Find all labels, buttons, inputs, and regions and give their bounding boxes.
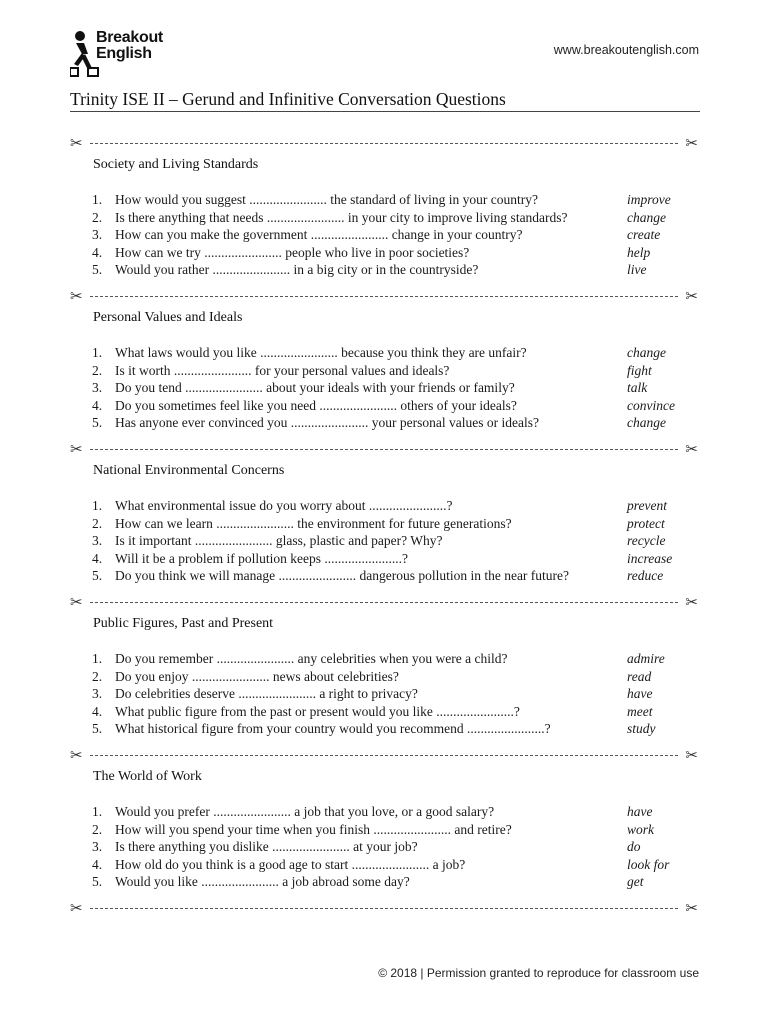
question-row	[92, 838, 702, 855]
question-number: 4.	[92, 397, 103, 413]
question-row	[92, 226, 702, 243]
question-number: 2.	[92, 209, 103, 225]
question-section	[0, 769, 768, 909]
question-row	[92, 397, 702, 414]
question-number: 4.	[92, 244, 103, 260]
verb-prompt: reduce	[627, 568, 664, 583]
question-number: 1.	[92, 345, 103, 360]
question-text: What laws would you like ....................... because you think they are unfair?	[115, 345, 527, 360]
question-number: 1.	[92, 192, 103, 207]
question-text: How would you suggest ....................... the standard of living in your country?	[115, 192, 538, 207]
question-row	[92, 209, 702, 226]
question-text: Do you tend ....................... about your ideals with your friends or family?	[115, 380, 515, 395]
question-row	[92, 685, 702, 702]
question-text: Would you like ....................... a job abroad some day?	[115, 874, 410, 889]
question-row	[92, 191, 702, 208]
verb-prompt: change	[627, 209, 666, 225]
question-text: What environmental issue do you worry about .......................?	[115, 498, 453, 513]
question-row	[92, 515, 702, 532]
page-title: Trinity ISE II – Gerund and Infinitive Conversation Questions	[70, 89, 506, 109]
verb-prompt: live	[627, 262, 647, 277]
question-text: Will it be a problem if pollution keeps .......................?	[115, 550, 409, 566]
scissors-icon: ✂	[70, 593, 83, 611]
question-text: How will you spend your time when you finish ....................... and retire?	[115, 821, 512, 837]
question-number: 3.	[92, 380, 103, 395]
verb-prompt: convince	[627, 397, 675, 413]
question-section	[0, 463, 768, 603]
question-text: How old do you think is a good age to start ....................... a job?	[115, 856, 466, 872]
verb-prompt: fight	[627, 362, 652, 378]
question-row	[92, 550, 702, 567]
question-row	[92, 821, 702, 838]
question-number: 3.	[92, 839, 103, 854]
question-row	[92, 532, 702, 549]
verb-prompt: help	[627, 244, 651, 260]
question-row	[92, 803, 702, 820]
verb-prompt: look for	[627, 856, 670, 872]
question-row	[92, 703, 702, 720]
question-row	[92, 414, 702, 431]
copyright-footer: © 2018 | Permission granted to reproduce for classroom use	[378, 966, 699, 980]
question-row	[92, 244, 702, 261]
verb-prompt: create	[627, 227, 661, 242]
verb-prompt: change	[627, 345, 666, 360]
question-text: Do you remember ....................... any celebrities when you were a child?	[115, 651, 508, 666]
verb-prompt: recycle	[627, 533, 666, 548]
scissors-icon: ✂	[70, 746, 83, 764]
cut-line	[70, 134, 698, 152]
question-text: Is it worth ....................... for your personal values and ideals?	[115, 362, 450, 378]
question-number: 1.	[92, 498, 103, 513]
question-text: Do celebrities deserve ....................... a right to privacy?	[115, 686, 418, 701]
question-row	[92, 720, 702, 737]
verb-prompt: have	[627, 804, 653, 819]
question-row	[92, 567, 702, 584]
verb-prompt: get	[627, 874, 644, 889]
scissors-icon: ✂	[685, 746, 698, 764]
verb-prompt: study	[627, 721, 656, 736]
question-number: 3.	[92, 533, 103, 548]
verb-prompt: improve	[627, 192, 671, 207]
scissors-icon: ✂	[685, 134, 698, 152]
question-row	[92, 362, 702, 379]
question-section	[0, 310, 768, 450]
question-number: 4.	[92, 703, 103, 719]
section-title: Public Figures, Past and Present	[93, 616, 274, 631]
title-divider	[70, 111, 700, 112]
question-row	[92, 856, 702, 873]
question-row	[92, 668, 702, 685]
question-text: Do you think we will manage ....................... dangerous pollution in the near future?	[115, 568, 570, 583]
question-number: 1.	[92, 804, 103, 819]
question-number: 5.	[92, 874, 103, 889]
verb-prompt: change	[627, 415, 666, 430]
question-row	[92, 344, 702, 361]
verb-prompt: meet	[627, 703, 653, 719]
logo-text	[96, 30, 163, 62]
question-text: Is there anything that needs ....................... in your city to improve living standards?	[115, 209, 568, 225]
breakout-english-logo	[70, 28, 190, 80]
question-row	[92, 261, 702, 278]
scissors-icon: ✂	[70, 440, 83, 458]
verb-prompt: prevent	[627, 498, 667, 513]
question-text: Has anyone ever convinced you ....................... your personal values or ideals?	[115, 415, 540, 430]
question-number: 5.	[92, 568, 103, 583]
scissors-icon: ✂	[70, 899, 83, 917]
website-url[interactable]: www.breakoutenglish.com	[553, 43, 699, 57]
verb-prompt: admire	[627, 651, 665, 666]
logo-line-1: Breakout	[96, 29, 163, 46]
question-number: 5.	[92, 262, 103, 277]
question-text: What public figure from the past or present would you like .......................?	[115, 703, 520, 719]
question-text: How can you make the government ....................... change in your country?	[115, 227, 523, 242]
scissors-icon: ✂	[685, 899, 698, 917]
question-text: Would you prefer ....................... a job that you love, or a good salary?	[115, 804, 495, 819]
scissors-icon: ✂	[70, 134, 83, 152]
verb-prompt: do	[627, 839, 641, 854]
question-text: Is it important ....................... glass, plastic and paper? Why?	[115, 533, 443, 548]
question-number: 4.	[92, 550, 103, 566]
question-row	[92, 379, 702, 396]
verb-prompt: talk	[627, 380, 648, 395]
question-number: 2.	[92, 668, 103, 684]
question-number: 2.	[92, 821, 103, 837]
question-text: Do you sometimes feel like you need ....................... others of your ideals?	[115, 397, 517, 413]
question-section	[0, 616, 768, 756]
scissors-icon: ✂	[685, 287, 698, 305]
section-title: Personal Values and Ideals	[93, 310, 243, 325]
question-number: 2.	[92, 362, 103, 378]
question-text: Is there anything you dislike ....................... at your job?	[115, 839, 418, 854]
question-text: How can we learn ....................... the environment for future generations?	[115, 515, 512, 531]
question-number: 5.	[92, 721, 103, 736]
scissors-icon: ✂	[70, 287, 83, 305]
question-number: 4.	[92, 856, 103, 872]
question-number: 3.	[92, 227, 103, 242]
logo-line-2: English	[96, 45, 152, 62]
verb-prompt: increase	[627, 550, 673, 566]
verb-prompt: read	[627, 668, 652, 684]
question-row	[92, 873, 702, 890]
scissors-icon: ✂	[685, 440, 698, 458]
question-text: What historical figure from your country would you recommend .......................?	[115, 721, 551, 736]
verb-prompt: work	[627, 821, 654, 837]
question-number: 1.	[92, 651, 103, 666]
question-number: 2.	[92, 515, 103, 531]
section-title: The World of Work	[93, 769, 202, 784]
question-section	[0, 157, 768, 297]
question-row	[92, 497, 702, 514]
question-text: Would you rather ....................... in a big city or in the countryside?	[115, 262, 479, 277]
section-title: National Environmental Concerns	[93, 463, 285, 478]
question-number: 3.	[92, 686, 103, 701]
verb-prompt: protect	[627, 515, 665, 531]
question-row	[92, 650, 702, 667]
question-text: Do you enjoy ....................... news about celebrities?	[115, 668, 399, 684]
question-text: How can we try ....................... people who live in poor societies?	[115, 244, 470, 260]
scissors-icon: ✂	[685, 593, 698, 611]
verb-prompt: have	[627, 686, 653, 701]
question-number: 5.	[92, 415, 103, 430]
section-title: Society and Living Standards	[93, 157, 259, 172]
